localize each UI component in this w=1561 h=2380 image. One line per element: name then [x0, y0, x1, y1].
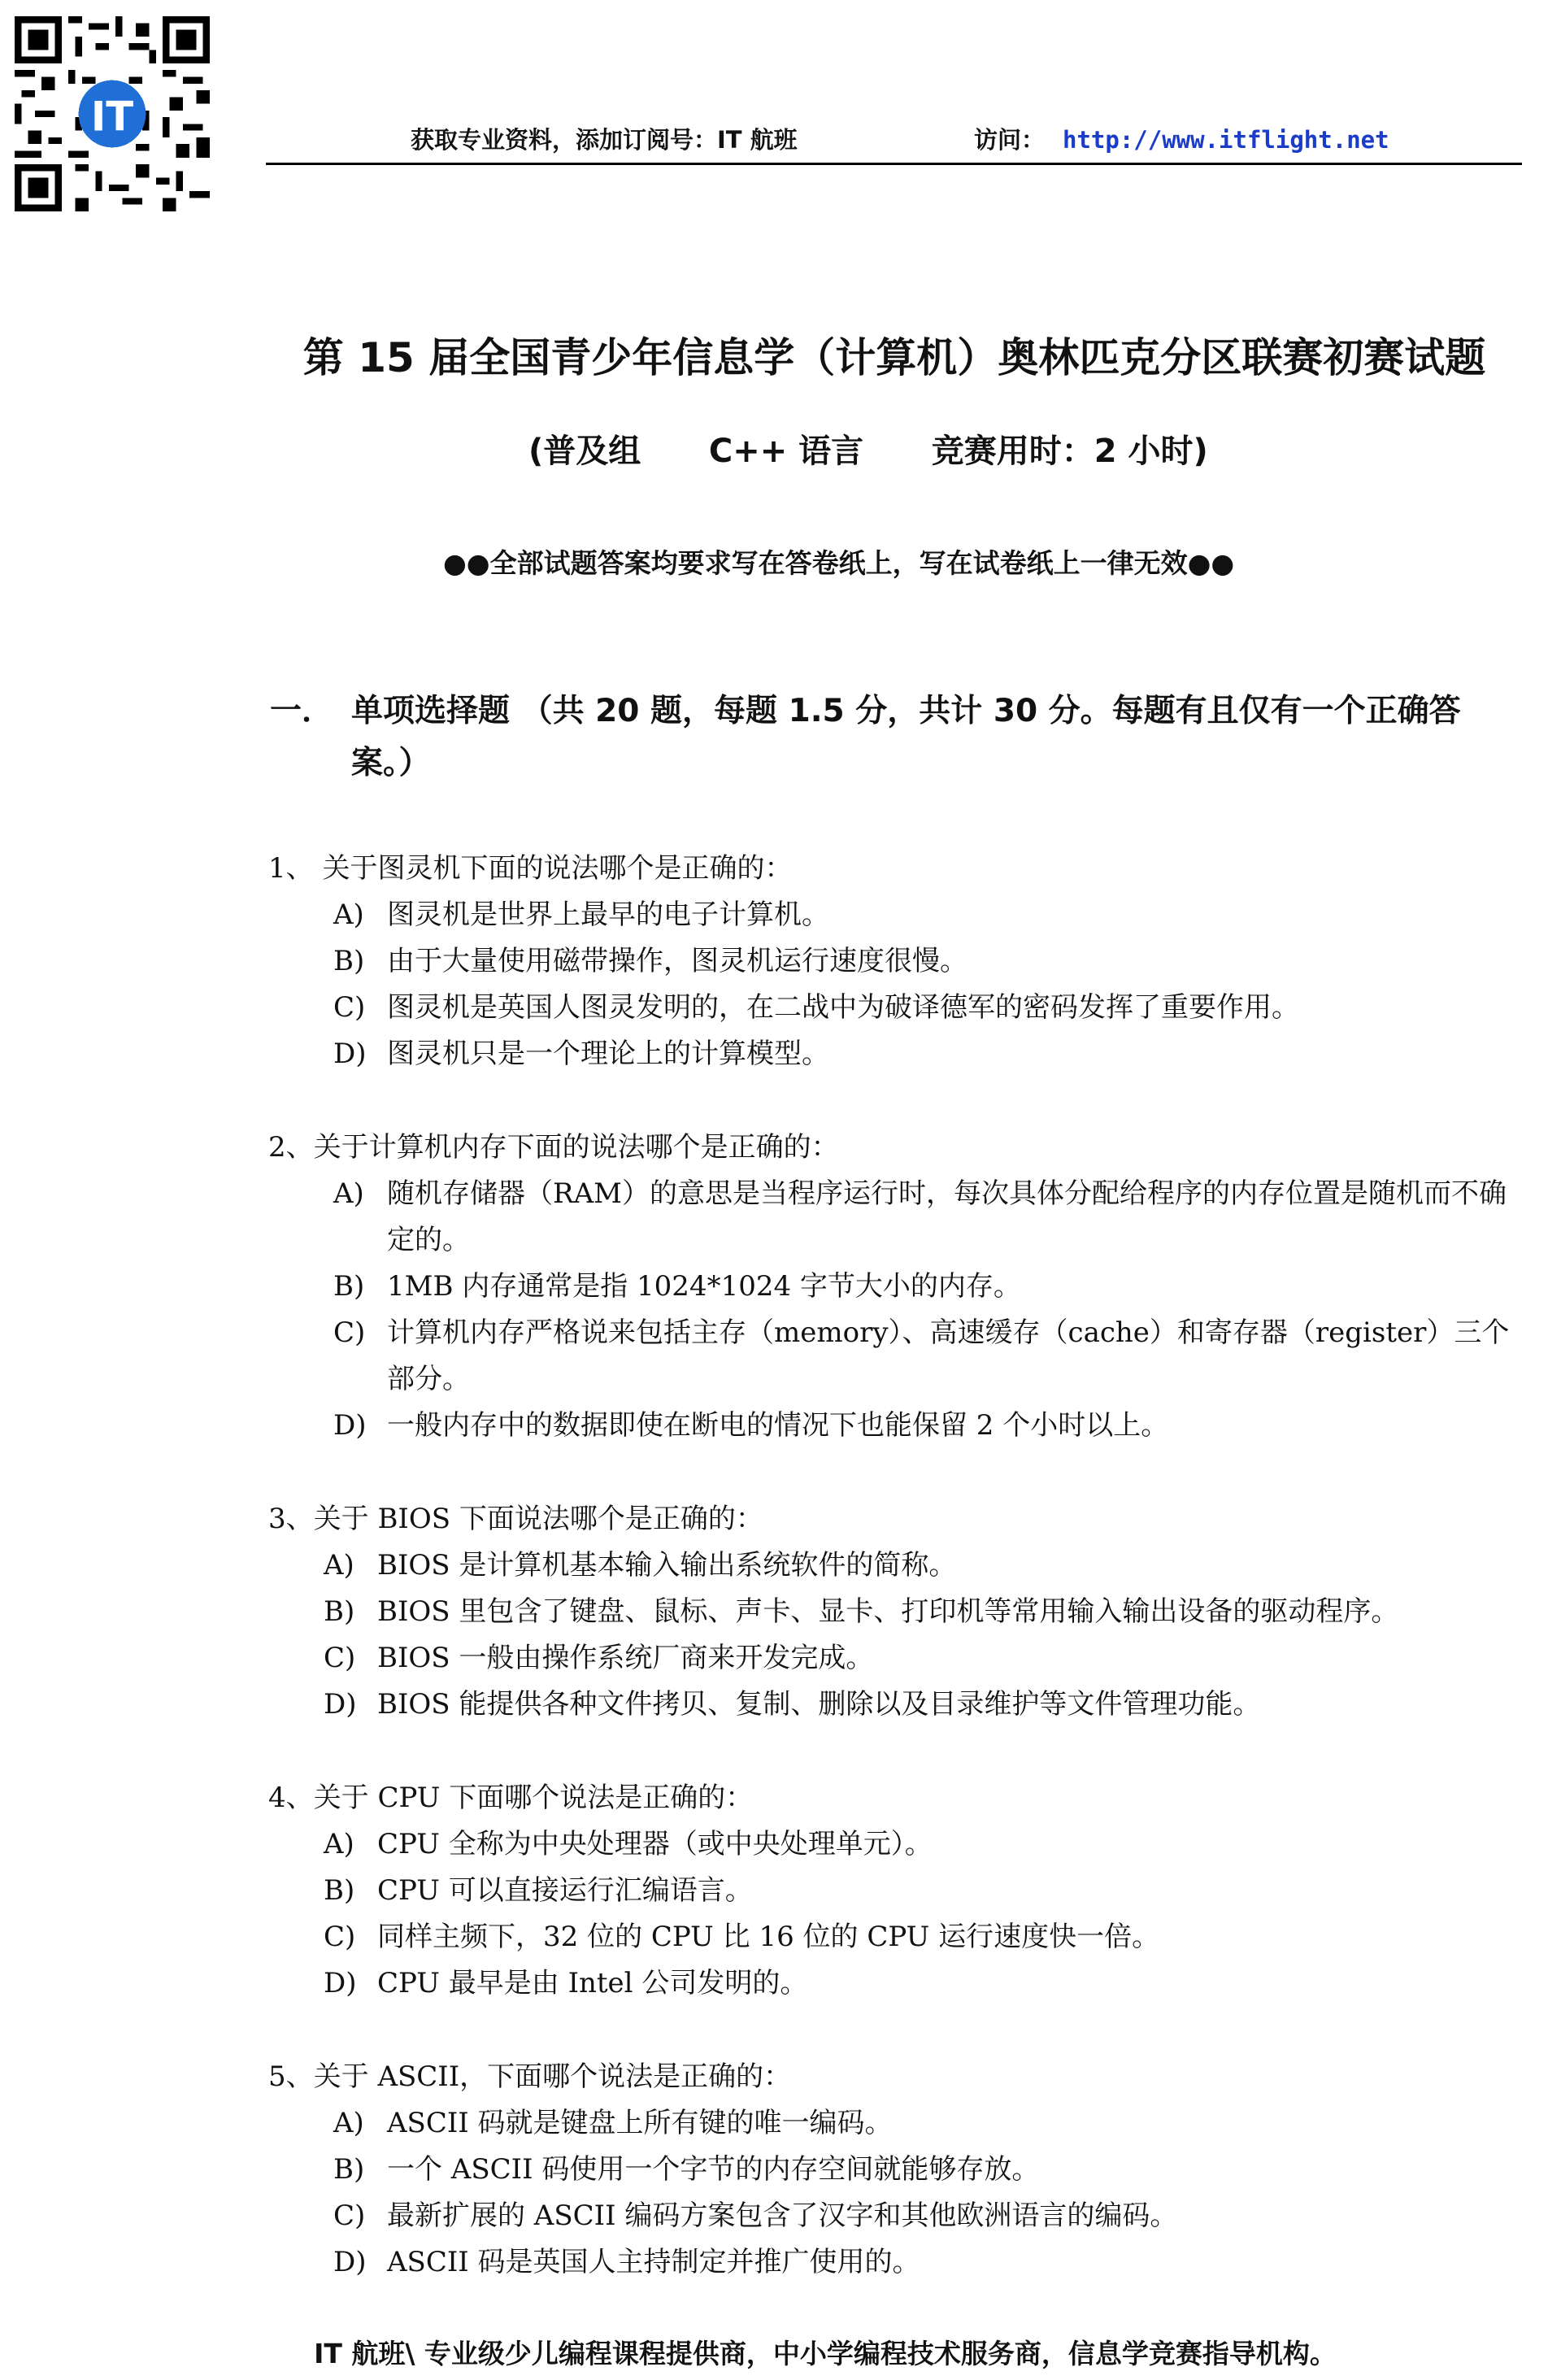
option-d	[268, 1403, 1524, 1449]
option-c	[268, 1310, 1524, 1403]
header-url-link[interactable]: http://www.itflight.net	[1063, 126, 1389, 154]
qr-logo-text: IT	[90, 93, 134, 141]
section-text: 单项选择题 （共 20 题，每题 1.5 分，共计 30 分。每题有且仅有一个正确答案。）	[351, 693, 1461, 781]
option-label: C)	[324, 1921, 356, 1953]
option-text: ASCII 码就是键盘上所有键的唯一编码。	[387, 2107, 893, 2139]
option-c	[268, 2193, 1524, 2239]
option-label: A)	[333, 2107, 364, 2139]
section-number: 一．	[270, 693, 334, 729]
option-text: 计算机内存严格说来包括主存（memory）、高速缓存（cache）和寄存器（register）三个部分。	[387, 1316, 1510, 1395]
question-4	[268, 1775, 1524, 2007]
question-3	[268, 1496, 1524, 1728]
question-list	[268, 846, 1524, 2333]
option-text: 随机存储器（RAM）的意思是当程序运行时，每次具体分配给程序的内存位置是随机而不确定的。	[387, 1177, 1507, 1256]
option-a	[268, 892, 1524, 938]
question-2	[268, 1125, 1524, 1449]
question-text: 1、 关于图灵机下面的说法哪个是正确的：	[268, 852, 793, 885]
option-b	[268, 1264, 1524, 1310]
option-text: BIOS 能提供各种文件拷贝、复制、删除以及目录维护等文件管理功能。	[377, 1688, 1261, 1721]
option-b	[268, 1868, 1524, 1914]
header-divider	[266, 163, 1522, 165]
question-text: 4、关于 CPU 下面哪个说法是正确的：	[268, 1782, 754, 1814]
option-label: D)	[324, 1688, 357, 1721]
option-label: A)	[324, 1828, 354, 1860]
option-d	[268, 1682, 1524, 1728]
header-visit-label: 访问：	[974, 126, 1046, 154]
option-label: C)	[324, 1642, 356, 1674]
option-b	[268, 1589, 1524, 1635]
option-text: 1MB 内存通常是指 1024*1024 字节大小的内存。	[387, 1270, 1021, 1303]
option-text: 图灵机是世界上最早的电子计算机。	[387, 898, 829, 931]
option-text: 最新扩展的 ASCII 编码方案包含了汉字和其他欧洲语言的编码。	[387, 2199, 1178, 2232]
option-text: 图灵机只是一个理论上的计算模型。	[387, 1038, 829, 1070]
option-label: B)	[333, 2153, 365, 2186]
option-a	[268, 2100, 1524, 2147]
option-c	[268, 1914, 1524, 1960]
option-c	[268, 1635, 1524, 1682]
option-text: BIOS 一般由操作系统厂商来开发完成。	[377, 1642, 874, 1674]
qr-code-icon	[15, 16, 210, 211]
option-label: A)	[324, 1549, 354, 1582]
option-text: CPU 全称为中央处理器（或中央处理单元）。	[377, 1828, 933, 1860]
option-label: C)	[333, 1316, 366, 1349]
option-label: B)	[324, 1595, 355, 1628]
option-a	[268, 1821, 1524, 1868]
page-header	[266, 126, 1522, 154]
option-a	[268, 1542, 1524, 1589]
option-label: C)	[333, 2199, 366, 2232]
option-b	[268, 938, 1524, 985]
question-text: 3、关于 BIOS 下面说法哪个是正确的：	[268, 1503, 763, 1535]
option-d	[268, 1031, 1524, 1077]
option-b	[268, 2147, 1524, 2193]
option-label: D)	[333, 2246, 367, 2278]
option-label: D)	[324, 1967, 357, 1999]
option-text: CPU 可以直接运行汇编语言。	[377, 1874, 753, 1907]
notice-text: ●●全部试题答案均要求写在答卷纸上，写在试卷纸上一律无效●●	[443, 547, 1235, 579]
page-subtitle: (普及组 C++ 语言 竞赛用时：2 小时)	[528, 433, 1208, 470]
option-text: BIOS 是计算机基本输入输出系统软件的简称。	[377, 1549, 957, 1582]
page-title: 第 15 届全国青少年信息学（计算机）奥林匹克分区联赛初赛试题	[302, 334, 1486, 381]
option-text: 一个 ASCII 码使用一个字节的内存空间就能够存放。	[387, 2153, 1040, 2186]
option-label: D)	[333, 1038, 367, 1070]
option-label: B)	[324, 1874, 355, 1907]
option-a	[268, 1171, 1524, 1264]
option-text: CPU 最早是由 Intel 公司发明的。	[377, 1967, 808, 1999]
option-d	[268, 2239, 1524, 2286]
option-text: 一般内存中的数据即使在断电的情况下也能保留 2 个小时以上。	[387, 1409, 1169, 1442]
question-1	[268, 846, 1524, 1077]
question-5	[268, 2054, 1524, 2286]
option-text: 同样主频下，32 位的 CPU 比 16 位的 CPU 运行速度快一倍。	[377, 1921, 1160, 1953]
option-text: 图灵机是英国人图灵发明的，在二战中为破译德军的密码发挥了重要作用。	[387, 991, 1299, 1024]
option-text: BIOS 里包含了键盘、鼠标、声卡、显卡、打印机等常用输入输出设备的驱动程序。	[377, 1595, 1399, 1628]
option-c	[268, 985, 1524, 1031]
option-label: B)	[333, 945, 365, 977]
question-text: 2、关于计算机内存下面的说法哪个是正确的：	[268, 1131, 839, 1164]
option-label: A)	[333, 1177, 364, 1210]
option-text: ASCII 码是英国人主持制定并推广使用的。	[387, 2246, 920, 2278]
option-label: D)	[333, 1409, 367, 1442]
page-footer: IT 航班\ 专业级少儿编程课程提供商，中小学编程技术服务商，信息学竞赛指导机构。	[314, 2338, 1337, 2369]
option-label: B)	[333, 1270, 365, 1303]
option-text: 由于大量使用磁带操作，图灵机运行速度很慢。	[387, 945, 967, 977]
header-left-text: 获取专业资料，添加订阅号：IT 航班	[411, 126, 798, 154]
option-label: A)	[333, 898, 364, 931]
option-d	[268, 1960, 1524, 2007]
question-text: 5、关于 ASCII，下面哪个说法是正确的：	[268, 2060, 792, 2093]
option-label: C)	[333, 991, 366, 1024]
